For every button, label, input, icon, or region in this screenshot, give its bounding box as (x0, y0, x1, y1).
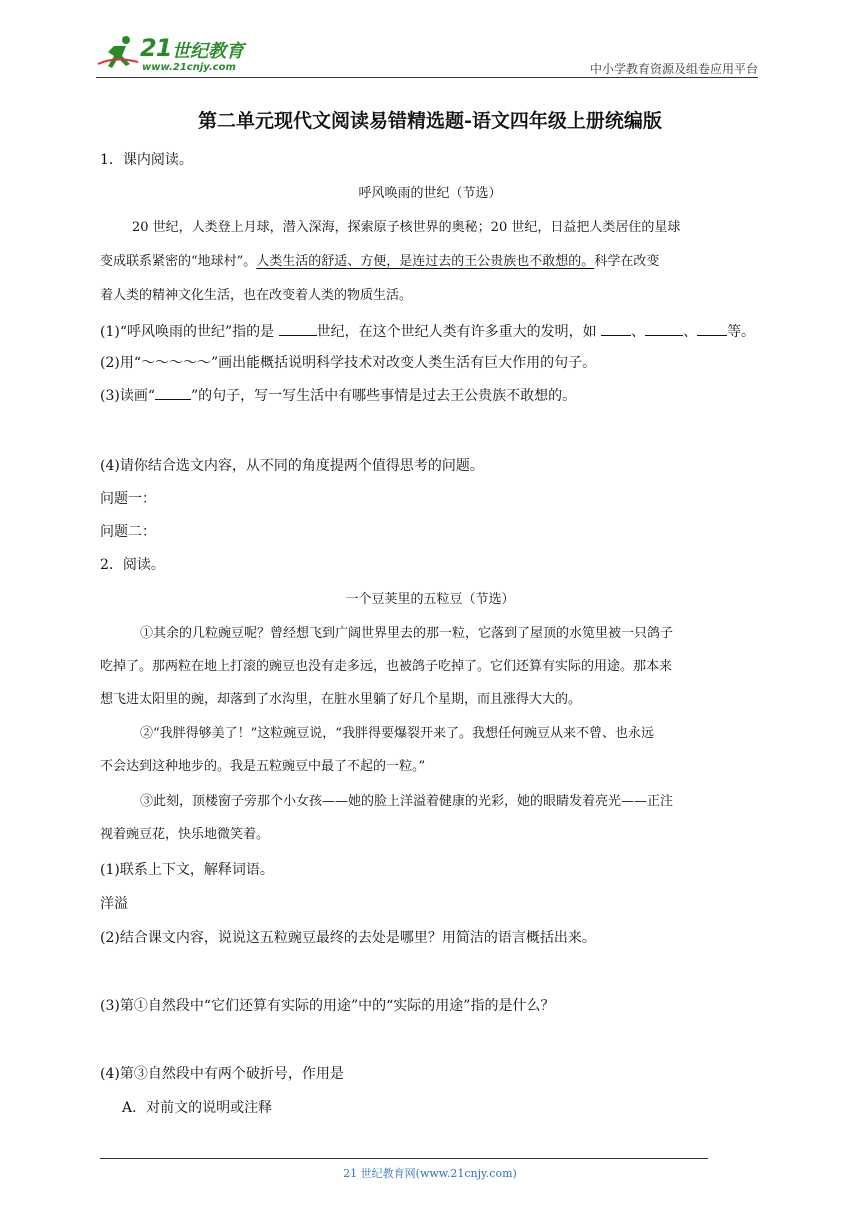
q1-sub1-text: 世纪，在这个世纪人类有许多重大的发明，如 (316, 324, 602, 340)
q1-sub4: (4)请你结合选文内容，从不同的角度提两个值得思考的问题。 (100, 458, 484, 474)
q1-underlined-sentence: 人类生活的舒适、方便，是连过去的王公贵族也不敢想的。 (256, 254, 595, 269)
q1-passage-text: 变成联系紧密的“地球村”。 (100, 254, 257, 269)
q2-passage-line: ①其余的几粒豌豆呢？曾经想飞到广阔世界里去的那一粒，它落到了屋顶的水笕里被一只鸽子 (140, 626, 674, 641)
page-header (96, 30, 758, 78)
q1-passage-line: 20 世纪，人类登上月球，潜入深海，探索原子核世界的奥秘；20 世纪，日益把人类居住的星球 (132, 220, 681, 235)
q1-sub3 (100, 385, 576, 406)
q1-sub3-text: ”的句子，写一写生活中有哪些事情是过去王公贵族不敢想的。 (191, 388, 577, 404)
q2-sub4: (4)第③自然段中有两个破折号，作用是 (100, 1066, 344, 1082)
platform-name: 中小学教育资源及组卷应用平台 (589, 62, 758, 76)
q1-passage-text: 科学在改变 (594, 254, 660, 269)
logo-text: 世纪教育 (172, 41, 244, 62)
q2-passage-line: 想飞进太阳里的豌，却落到了水沟里，在脏水里躺了好几个星期，而且涨得大大的。 (100, 692, 582, 707)
runner-logo-icon (96, 34, 140, 72)
separator: 、 (683, 324, 698, 340)
answer-blank[interactable] (601, 321, 631, 336)
q1-sub1-text: (1)“呼风唤雨的世纪”指的是 (100, 324, 279, 340)
answer-blank[interactable] (279, 321, 317, 336)
site-logo[interactable] (96, 34, 266, 74)
q2-passage-line: 视着豌豆花，快乐地微笑着。 (100, 827, 270, 842)
q2-sub1: (1)联系上下文，解释词语。 (100, 862, 274, 878)
separator: 、 (631, 324, 646, 340)
underline-mark (155, 385, 191, 400)
q2-sub2: (2)结合课文内容，说说这五粒豌豆最终的去处是哪里？用简洁的语言概括出来。 (100, 930, 596, 946)
q2-heading: 2．阅读。 (100, 557, 165, 573)
answer-blank[interactable] (697, 321, 727, 336)
q1-question-two: 问题二： (100, 524, 156, 540)
q1-passage-title: 呼风唤雨的世纪（节选） (358, 186, 502, 201)
q1-sub1 (100, 321, 755, 342)
q1-heading: 1．课内阅读。 (100, 152, 193, 168)
q2-passage-line: 不会达到这种地步的。我是五粒豌豆中最了不起的一粒。” (100, 759, 426, 774)
logo-number: 21 (140, 34, 172, 62)
q2-passage-title: 一个豆荚里的五粒豆（节选） (345, 592, 515, 607)
logo-url: www.21cnjy.com (142, 62, 236, 73)
q1-passage-line (100, 252, 659, 272)
q1-sub1-text: 等。 (727, 324, 756, 340)
q2-passage-line: ②“我胖得够美了！”这粒豌豆说，“我胖得要爆裂开来了。我想任何豌豆从来不曾、也永远 (140, 726, 654, 741)
footer-link[interactable]: 21 世纪教育网(www.21cnjy.com) (343, 1167, 517, 1180)
q2-option-a[interactable]: A．对前文的说明或注释 (122, 1100, 273, 1116)
q1-sub2: (2)用“～～～～～”画出能概括说明科学技术对改变人类生活有巨大作用的句子。 (100, 355, 597, 371)
q1-passage-line: 着人类的精神文化生活，也在改变着人类的物质生活。 (100, 288, 413, 303)
header-divider (96, 77, 758, 78)
q2-passage-line: 吃掉了。那两粒在地上打滚的豌豆也没有走多远，也被鸽子吃掉了。它们还算有实际的用途。那本来 (100, 659, 673, 674)
document-title: 第二单元现代文阅读易错精选题-语文四年级上册统编版 (198, 110, 662, 132)
answer-blank[interactable] (645, 321, 683, 336)
q2-sub3: (3)第①自然段中“它们还算有实际的用途”中的“实际的用途”指的是什么？ (100, 998, 555, 1014)
footer-divider (100, 1158, 708, 1159)
q1-sub3-text: (3)读画“ (100, 388, 155, 404)
q1-question-one: 问题一： (100, 491, 156, 507)
q2-word: 洋溢 (100, 896, 128, 912)
q2-passage-line: ③此刻，顶楼窗子旁那个小女孩——她的脸上洋溢着健康的光彩，她的眼睛发着亮光——正注 (140, 794, 674, 809)
